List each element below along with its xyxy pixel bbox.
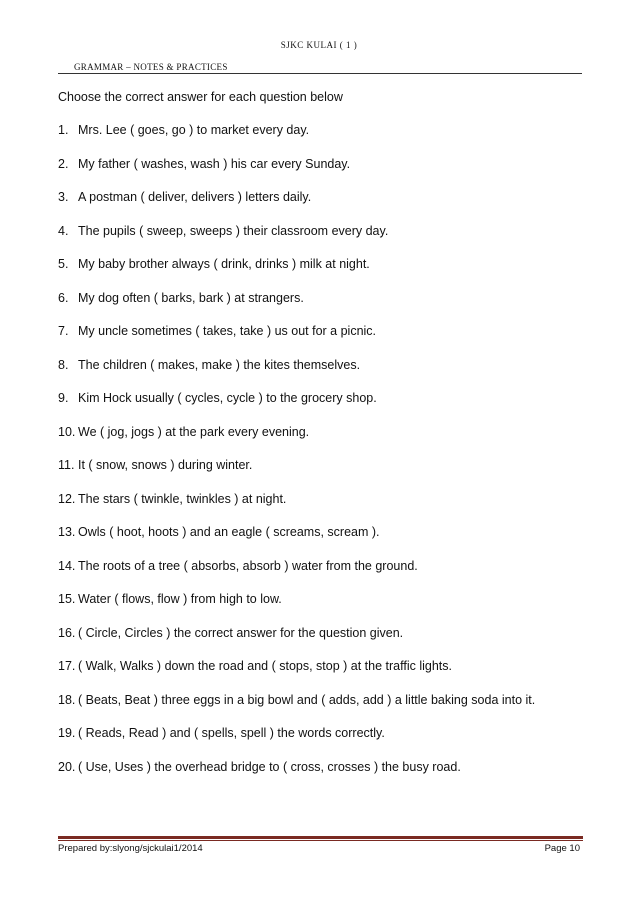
instruction-text: Choose the correct answer for each question below <box>58 90 343 104</box>
question-item <box>58 524 535 558</box>
question-number: 1. <box>58 123 69 137</box>
question-number: 3. <box>58 190 69 204</box>
question-text: My uncle sometimes ( takes, take ) us out for a picnic. <box>78 324 377 338</box>
question-text: The stars ( twinkle, twinkles ) at night. <box>78 491 287 506</box>
question-item <box>58 390 535 424</box>
question-number: 7. <box>58 324 69 338</box>
document-subtitle: GRAMMAR – NOTES & PRACTICES <box>74 62 228 72</box>
question-text: Mrs. Lee ( goes, go ) to market every day. <box>78 123 310 137</box>
question-item <box>58 558 535 592</box>
question-text: Owls ( hoot, hoots ) and an eagle ( screams, scream ). <box>78 525 380 539</box>
question-text: The roots of a tree ( absorbs, absorb ) water from the ground. <box>78 558 418 573</box>
question-number: 16. <box>58 625 76 640</box>
question-list <box>58 122 535 792</box>
question-item <box>58 256 535 290</box>
question-number: 18. <box>58 692 76 707</box>
question-number: 11. <box>58 458 75 472</box>
question-number: 12. <box>58 491 76 506</box>
question-text: My father ( washes, wash ) his car every Sunday. <box>78 156 351 171</box>
question-item <box>58 725 535 759</box>
question-text: A postman ( deliver, delivers ) letters daily. <box>78 190 312 204</box>
question-item <box>58 457 535 491</box>
question-item <box>58 424 535 458</box>
question-number: 8. <box>58 357 69 372</box>
question-item <box>58 156 535 190</box>
question-number: 9. <box>58 391 69 405</box>
footer-divider-thick <box>58 836 583 839</box>
question-text: The children ( makes, make ) the kites themselves. <box>78 357 361 372</box>
question-number: 14. <box>58 558 76 573</box>
question-text: Water ( flows, flow ) from high to low. <box>78 592 282 606</box>
question-item <box>58 357 535 391</box>
question-text: ( Walk, Walks ) down the road and ( stops, stop ) at the traffic lights. <box>78 659 452 673</box>
question-item <box>58 591 535 625</box>
page-number: Page 10 <box>544 843 580 854</box>
question-text: ( Beats, Beat ) three eggs in a big bowl and ( adds, add ) a little baking soda into it. <box>78 692 536 707</box>
question-text: The pupils ( sweep, sweeps ) their classroom every day. <box>78 223 389 238</box>
question-item <box>58 122 535 156</box>
question-number: 2. <box>58 156 69 171</box>
question-text: We ( jog, jogs ) at the park every evening. <box>78 424 310 439</box>
question-item <box>58 223 535 257</box>
question-text: ( Circle, Circles ) the correct answer for the question given. <box>78 625 404 640</box>
question-number: 10. <box>58 424 76 439</box>
header-divider <box>58 73 582 74</box>
prepared-by-text: Prepared by:slyong/sjckulai1/2014 <box>58 843 203 854</box>
question-number: 17. <box>58 659 76 673</box>
question-number: 19. <box>58 726 76 740</box>
question-item <box>58 491 535 525</box>
question-item <box>58 323 535 357</box>
question-item <box>58 759 535 793</box>
question-number: 5. <box>58 257 69 271</box>
question-text: ( Use, Uses ) the overhead bridge to ( cross, crosses ) the busy road. <box>78 759 461 774</box>
question-number: 4. <box>58 223 69 238</box>
question-text: Kim Hock usually ( cycles, cycle ) to the grocery shop. <box>78 391 377 405</box>
question-item <box>58 189 535 223</box>
school-name: SJKC KULAI ( 1 ) <box>280 40 358 50</box>
footer-divider-thin <box>58 840 583 841</box>
question-text: My dog often ( barks, bark ) at strangers. <box>78 290 304 305</box>
question-number: 6. <box>58 290 69 305</box>
question-text: My baby brother always ( drink, drinks ) milk at night. <box>78 257 370 271</box>
question-number: 20. <box>58 759 76 774</box>
question-text: ( Reads, Read ) and ( spells, spell ) the words correctly. <box>78 726 385 740</box>
question-text: It ( snow, snows ) during winter. <box>78 458 253 472</box>
question-item <box>58 290 535 324</box>
question-item <box>58 658 535 692</box>
question-item <box>58 692 535 726</box>
question-number: 13. <box>58 525 76 539</box>
question-number: 15. <box>58 592 76 606</box>
question-item <box>58 625 535 659</box>
